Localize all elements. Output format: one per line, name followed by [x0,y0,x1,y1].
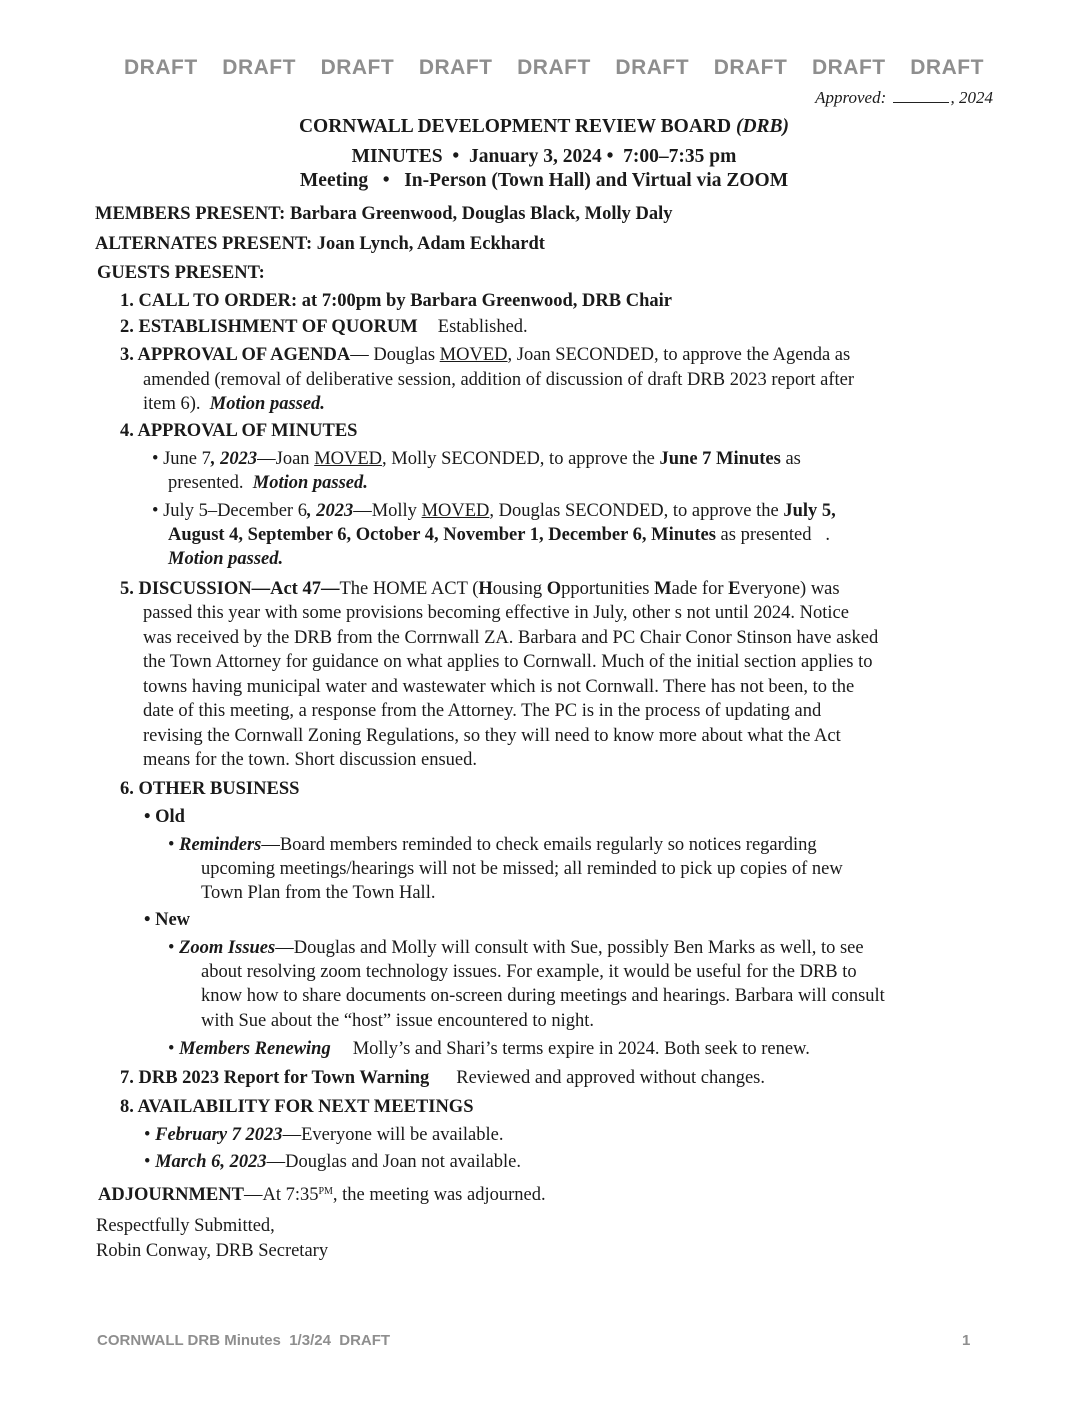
members-present: MEMBERS PRESENT: Barbara Greenwood, Douglas Black, Molly Daly [95,204,673,224]
minutes-june: • June 7, 2023—Joan MOVED, Molly SECONDED, to approve the June 7 Minutes as [152,449,801,469]
secretary-signature-line: Robin Conway, DRB Secretary [96,1241,329,1261]
reminders-line-3: Town Plan from the Town Hall. [201,883,436,903]
draft-mark: DRAFT [713,56,788,79]
discussion-line: was received by the DRB from the Corrnwall ZA. Barbara and PC Chair Conor Stinson have asked [143,628,879,648]
draft-mark: DRAFT [910,56,984,79]
minutes-july-december: • July 5–December 6, 2023—Molly MOVED, Douglas SECONDED, to approve the July 5, [152,501,836,521]
discussion-line: towns having municipal water and wastewater which is not Cornwall. There has not been, to the [143,677,855,697]
reminders-line-2: upcoming meetings/hearings will not be missed; all reminded to pick up copies of new [201,859,843,879]
draft-mark: DRAFT [222,56,296,79]
zoom-line-2: about resolving zoom technology issues. For example, it would be useful for the DRB to [201,962,857,982]
discussion-line: passed this year with some provisions becoming effective in July, other s not until 2024. Notice [143,603,849,623]
item-call-to-order: 1. CALL TO ORDER: at 7:00pm by Barbara Greenwood, DRB Chair [120,291,672,311]
guests-present: GUESTS PRESENT: [97,263,265,283]
item-other-business: 6. OTHER BUSINESS [120,779,300,799]
adjournment: ADJOURNMENT—At $7:35^{PM}$, the meeting was adjourned. [98,1185,546,1205]
draft-mark: DRAFT [615,56,690,79]
discussion-line: the Town Attorney for guidance on what applies to Cornwall. Much of the initial section applies to [143,652,873,672]
approved-label: Approved: [815,88,887,107]
minutes-july-motion: Motion passed. [168,549,284,569]
item-agenda: 3. APPROVAL OF AGENDA— Douglas MOVED, Joan SECONDED, to approve the Agenda as [120,345,851,365]
item-quorum: 2. ESTABLISHMENT OF QUORUM Established. [120,317,528,337]
meeting-format-line: Meeting • In-Person (Town Hall) and Virtual via ZOOM [299,170,789,191]
footer-page-number: 1 [962,1332,971,1349]
item-discussion: 5. DISCUSSION—Act 47—The HOME ACT (Housing Opportunities Made for Everyone) was [120,579,840,599]
draft-mark: DRAFT [517,56,591,79]
availability-march: • March 6, 2023—Douglas and Joan not available. [144,1152,521,1172]
approved-year: , 2024 [950,88,993,107]
reminders-item: • Reminders—Board members reminded to check emails regularly so notices regarding [168,835,817,855]
draft-mark: DRAFT [124,56,198,79]
discussion-line: revising the Cornwall Zoning Regulations, so they will need to know more about what the Act [143,726,841,746]
item-drb-report: 7. DRB 2023 Report for Town Warning Reviewed and approved without changes. [120,1068,765,1088]
closing-salutation: Respectfully Submitted, [96,1216,275,1236]
draft-mark: DRAFT [811,56,886,79]
draft-mark: DRAFT [418,56,493,79]
approval-line [815,88,993,108]
minutes-july-line-2: August 4, September 6, October 4, November 1, December 6, Minutes as presented . [168,525,830,545]
footer-document-label: CORNWALL DRB Minutes 1/3/24 DRAFT [97,1332,391,1349]
zoom-issues-item: • Zoom Issues—Douglas and Molly will consult with Sue, possibly Ben Marks as well, to see [168,938,864,958]
other-business-new: • New [144,910,191,930]
minutes-june-line-2: presented. Motion passed. [168,473,368,493]
document-title: CORNWALL DEVELOPMENT REVIEW BOARD (DRB) [298,116,790,137]
members-renewing-item: • Members Renewing Molly’s and Shari’s terms expire in 2024. Both seek to renew. [168,1039,810,1059]
agenda-line-3: item 6). Motion passed. [143,394,325,414]
minutes-date-line: MINUTES • January 3, 2024 • 7:00–7:35 pm [351,146,737,167]
draft-watermark-row [124,56,984,80]
availability-february: • February 7 2023—Everyone will be available. [144,1125,504,1145]
agenda-line-2: amended (removal of deliberative session, addition of discussion of draft DRB 2023 report after [143,370,855,390]
other-business-old: • Old [144,807,185,827]
approval-date-blank [893,102,949,103]
alternates-present: ALTERNATES PRESENT: Joan Lynch, Adam Eckhardt [95,234,545,254]
discussion-line: means for the town. Short discussion ensued. [143,750,477,770]
item-approval-of-minutes: 4. APPROVAL OF MINUTES [120,421,358,441]
discussion-line: date of this meeting, a response from the Attorney. The PC is in the process of updating and [143,701,822,721]
draft-mark: DRAFT [320,56,395,79]
zoom-line-3: know how to share documents on-screen during meetings and hearings. Barbara will consult [201,986,885,1006]
zoom-line-4: with Sue about the “host” issue encountered to night. [201,1011,595,1031]
item-availability: 8. AVAILABILITY FOR NEXT MEETINGS [120,1097,474,1117]
